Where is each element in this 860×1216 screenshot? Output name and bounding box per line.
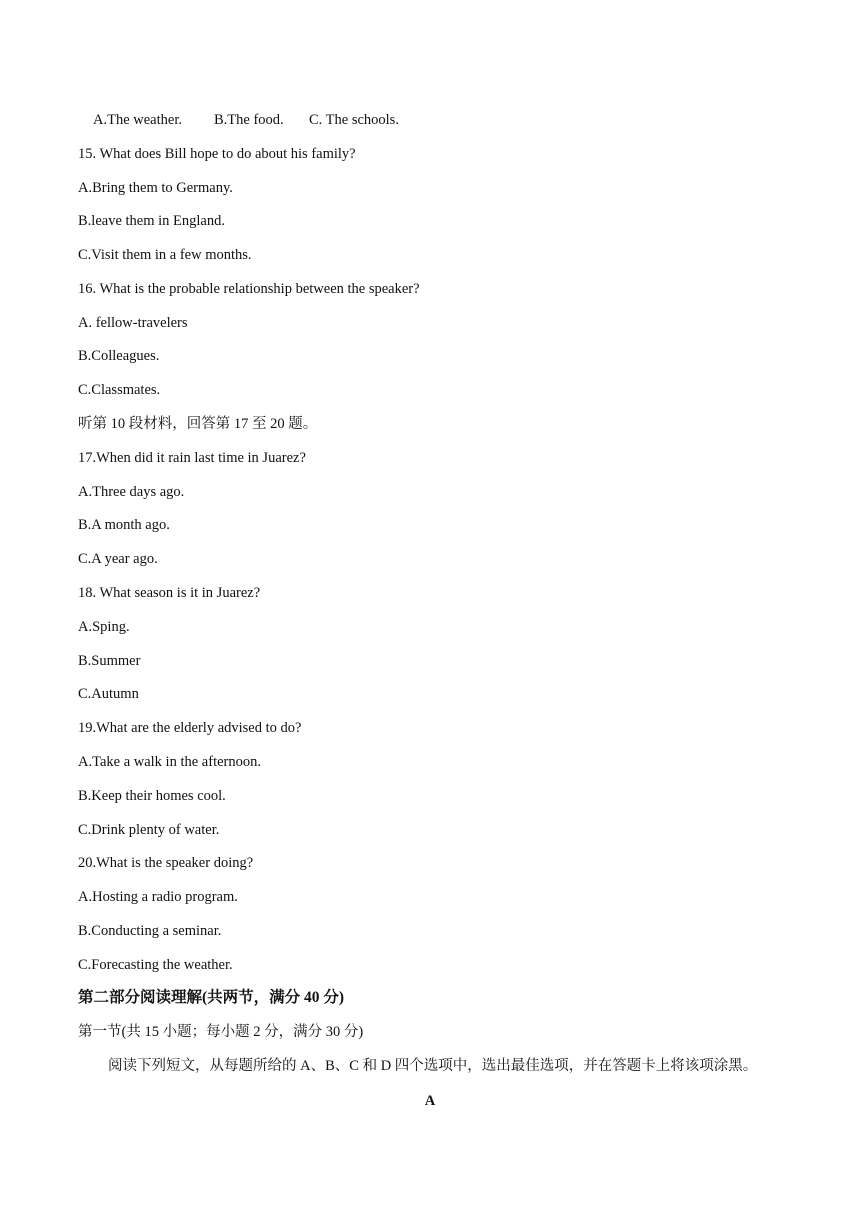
q19-question: 19.What are the elderly advised to do? xyxy=(78,720,302,736)
q19-option-a: A.Take a walk in the afternoon. xyxy=(78,754,261,770)
q15-option-a: A.Bring them to Germany. xyxy=(78,180,233,196)
q15-option-b: B.leave them in England. xyxy=(78,213,225,229)
q14-option-c: C. The schools. xyxy=(309,112,399,128)
q20-question: 20.What is the speaker doing? xyxy=(78,855,254,871)
section10-instruction: 听第 10 段材料，回答第 17 至 20 题。 xyxy=(78,416,318,432)
q20-option-a: A.Hosting a radio program. xyxy=(78,889,238,905)
reading-instruction: 阅读下列短文，从每题所给的 A、B、C 和 D 四个选项中，选出最佳选项，并在答题卡上将该项涂黑。 xyxy=(108,1058,758,1074)
q14-option-a: A.The weather. xyxy=(93,112,182,128)
q14-options xyxy=(93,111,399,129)
q17-option-c: C.A year ago. xyxy=(78,551,158,567)
q16-option-c: C.Classmates. xyxy=(78,382,161,398)
q16-option-b: B.Colleagues. xyxy=(78,348,160,364)
q17-option-a: A.Three days ago. xyxy=(78,484,185,500)
passage-label: A xyxy=(424,1093,436,1109)
q18-option-b: B.Summer xyxy=(78,653,141,669)
section1-heading: 第一节(共 15 小题；每小题 2 分，满分 30 分) xyxy=(78,1024,364,1040)
q16-question: 16. What is the probable relationship between the speaker? xyxy=(78,281,420,297)
q19-option-b: B.Keep their homes cool. xyxy=(78,788,226,804)
q18-option-a: A.Sping. xyxy=(78,619,130,635)
q18-option-c: C.Autumn xyxy=(78,686,139,702)
q15-question: 15. What does Bill hope to do about his family? xyxy=(78,146,356,162)
part2-heading: 第二部分阅读理解(共两节，满分 40 分) xyxy=(78,989,345,1006)
q15-option-c: C.Visit them in a few months. xyxy=(78,247,252,263)
q17-option-b: B.A month ago. xyxy=(78,517,170,533)
q20-option-c: C.Forecasting the weather. xyxy=(78,957,233,973)
q20-option-b: B.Conducting a seminar. xyxy=(78,923,222,939)
q17-question: 17.When did it rain last time in Juarez? xyxy=(78,450,306,466)
q18-question: 18. What season is it in Juarez? xyxy=(78,585,261,601)
q16-option-a: A. fellow-travelers xyxy=(78,315,188,331)
q19-option-c: C.Drink plenty of water. xyxy=(78,822,220,838)
q14-option-b: B.The food. xyxy=(214,112,284,128)
